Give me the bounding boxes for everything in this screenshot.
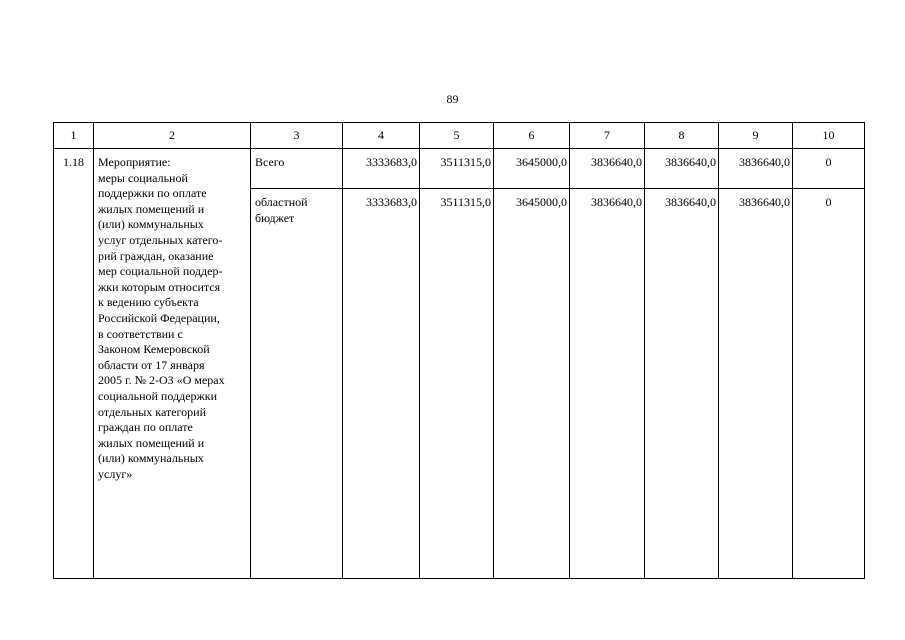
value-cell: 3645000,0 bbox=[494, 149, 570, 189]
header-cell: 2 bbox=[94, 123, 251, 149]
header-cell: 4 bbox=[343, 123, 420, 149]
description-line: Российской Федерации, bbox=[98, 310, 220, 325]
value-cell: 3836640,0 bbox=[570, 189, 645, 579]
value-cell: 3836640,0 bbox=[719, 149, 793, 189]
header-cell: 6 bbox=[494, 123, 570, 149]
value-cell: 3645000,0 bbox=[494, 189, 570, 579]
description-line: меры социальной bbox=[98, 170, 188, 185]
table-row-total bbox=[54, 149, 865, 189]
description-line: (или) коммунальных bbox=[98, 451, 204, 466]
description-line: рий граждан, оказание bbox=[98, 248, 214, 263]
description-line: жилых помещений и bbox=[98, 201, 205, 216]
header-cell: 3 bbox=[251, 123, 343, 149]
description-line: Мероприятие: bbox=[98, 155, 171, 169]
description-line: отдельных категорий bbox=[98, 404, 207, 419]
description-line: к ведению субъекта bbox=[98, 295, 199, 310]
page-number: 89 bbox=[446, 92, 459, 106]
value-cell: 3836640,0 bbox=[645, 149, 719, 189]
description-line: социальной поддержки bbox=[98, 388, 218, 403]
header-cell: 8 bbox=[645, 123, 719, 149]
row-id-cell: 1.18 bbox=[54, 149, 94, 579]
value-cell: 3511315,0 bbox=[420, 149, 494, 189]
description-line: жилых помещений и bbox=[98, 435, 205, 450]
description-cell bbox=[94, 149, 251, 579]
value-cell: 0 bbox=[793, 189, 865, 579]
value-cell: 0 bbox=[793, 149, 865, 189]
description-line: (или) коммунальных bbox=[98, 217, 204, 232]
description-line: услуг» bbox=[98, 466, 133, 481]
description-line: в соответствии с bbox=[98, 326, 183, 341]
header-cell: 5 bbox=[420, 123, 494, 149]
description-line: жки которым относится bbox=[98, 279, 221, 294]
description-line: услуг отдельных катего- bbox=[98, 232, 223, 247]
description-line: 2005 г. № 2-ОЗ «О мерах bbox=[98, 373, 225, 388]
value-cell: 3511315,0 bbox=[420, 189, 494, 579]
description-line: Законом Кемеровской bbox=[98, 342, 210, 357]
header-cell: 9 bbox=[719, 123, 793, 149]
description-line: поддержки по оплате bbox=[98, 186, 207, 201]
value-cell: 3836640,0 bbox=[645, 189, 719, 579]
value-cell: 3333683,0 bbox=[343, 149, 420, 189]
header-cell: 1 bbox=[54, 123, 94, 149]
funding-source-cell: областной бюджет bbox=[251, 189, 343, 579]
header-row bbox=[54, 123, 865, 149]
value-cell: 3836640,0 bbox=[719, 189, 793, 579]
description-line: граждан по оплате bbox=[98, 420, 193, 435]
value-cell: 3333683,0 bbox=[343, 189, 420, 579]
header-cell: 10 bbox=[793, 123, 865, 149]
header-cell: 7 bbox=[570, 123, 645, 149]
funding-source-cell: Всего bbox=[251, 149, 343, 189]
description-line: мер социальной поддер- bbox=[98, 264, 223, 279]
description-line: области от 17 января bbox=[98, 357, 205, 372]
budget-table bbox=[53, 122, 865, 579]
value-cell: 3836640,0 bbox=[570, 149, 645, 189]
